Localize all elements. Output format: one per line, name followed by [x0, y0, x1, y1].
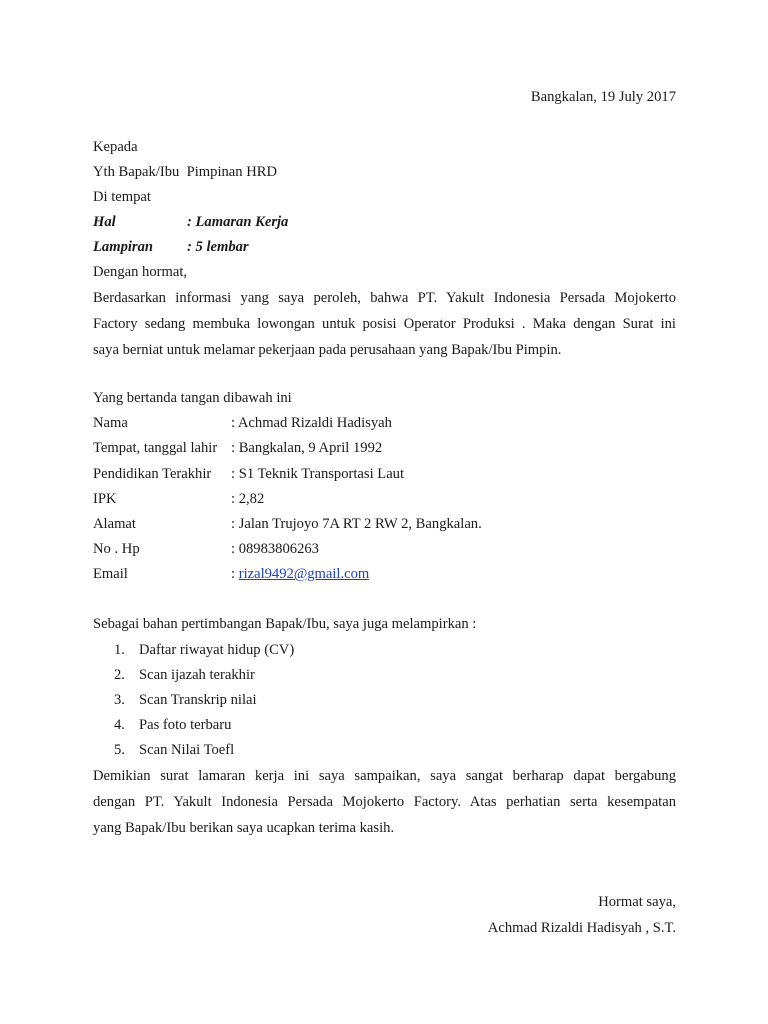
undersigned-line: Yang bertanda tangan dibawah ini: [93, 390, 292, 406]
subject-label: Hal: [93, 214, 116, 230]
attachment-label: Lampiran: [93, 239, 154, 255]
list-number: 5.: [114, 742, 125, 758]
date-line: Bangkalan, 19 July 2017: [530, 89, 676, 105]
detail-label: No . Hp: [93, 541, 140, 557]
attachments-intro: Sebagai bahan pertimbangan Bapak/Ibu, saya juga melampirkan :: [93, 616, 477, 632]
detail-value: : Jalan Trujoyo 7A RT 2 RW 2, Bangkalan.: [231, 516, 482, 532]
list-number: 1.: [114, 642, 125, 658]
detail-value: [231, 564, 369, 584]
list-text: Pas foto terbaru: [139, 717, 232, 733]
detail-label: Tempat, tanggal lahir: [93, 440, 218, 456]
detail-label: Nama: [93, 415, 128, 431]
closing-line-2: dengan PT. Yakult Indonesia Persada Mojokerto Factory. Atas perhatian serta kesempatan: [93, 794, 676, 810]
attachment-value: : 5 lembar: [187, 239, 249, 255]
list-text: Scan Transkrip nilai: [139, 692, 257, 708]
list-number: 3.: [114, 692, 125, 708]
list-text: Scan Nilai Toefl: [139, 742, 235, 758]
email-link[interactable]: rizal9492@gmail.com: [238, 566, 370, 582]
detail-label: IPK: [93, 491, 117, 507]
list-text: Daftar riwayat hidup (CV): [139, 642, 295, 658]
recipient-name: Yth Bapak/Ibu Pimpinan HRD: [93, 164, 278, 180]
intro-line-2: Factory sedang membuka lowongan untuk posisi Operator Produksi . Maka dengan Surat ini: [93, 316, 676, 332]
detail-label: Alamat: [93, 516, 136, 532]
signoff: Hormat saya,: [598, 894, 676, 910]
detail-value: : S1 Teknik Transportasi Laut: [231, 466, 405, 482]
detail-value: : 08983806263: [231, 541, 319, 557]
detail-label: Email: [93, 566, 128, 582]
list-number: 2.: [114, 667, 125, 683]
list-text: Scan ijazah terakhir: [139, 667, 255, 683]
detail-label: Pendidikan Terakhir: [93, 466, 212, 482]
intro-line-3: saya berniat untuk melamar pekerjaan pada perusahaan yang Bapak/Ibu Pimpin.: [93, 342, 562, 358]
closing-line-1: Demikian surat lamaran kerja ini saya sampaikan, saya sangat berharap dapat bergabung: [93, 768, 676, 784]
email-colon: :: [231, 566, 239, 582]
detail-value: : 2,82: [231, 491, 265, 507]
detail-value: : Achmad Rizaldi Hadisyah: [231, 415, 392, 431]
closing-line-3: yang Bapak/Ibu berikan saya ucapkan terima kasih.: [93, 820, 395, 836]
detail-value: : Bangkalan, 9 April 1992: [231, 440, 383, 456]
list-number: 4.: [114, 717, 125, 733]
intro-line-1: Berdasarkan informasi yang saya peroleh, bahwa PT. Yakult Indonesia Persada Mojokerto: [93, 290, 676, 306]
recipient-to: Kepada: [93, 139, 138, 155]
subject-value: : Lamaran Kerja: [187, 214, 289, 230]
recipient-place: Di tempat: [93, 189, 151, 205]
signature-name: Achmad Rizaldi Hadisyah , S.T.: [487, 920, 676, 936]
greeting: Dengan hormat,: [93, 264, 188, 280]
